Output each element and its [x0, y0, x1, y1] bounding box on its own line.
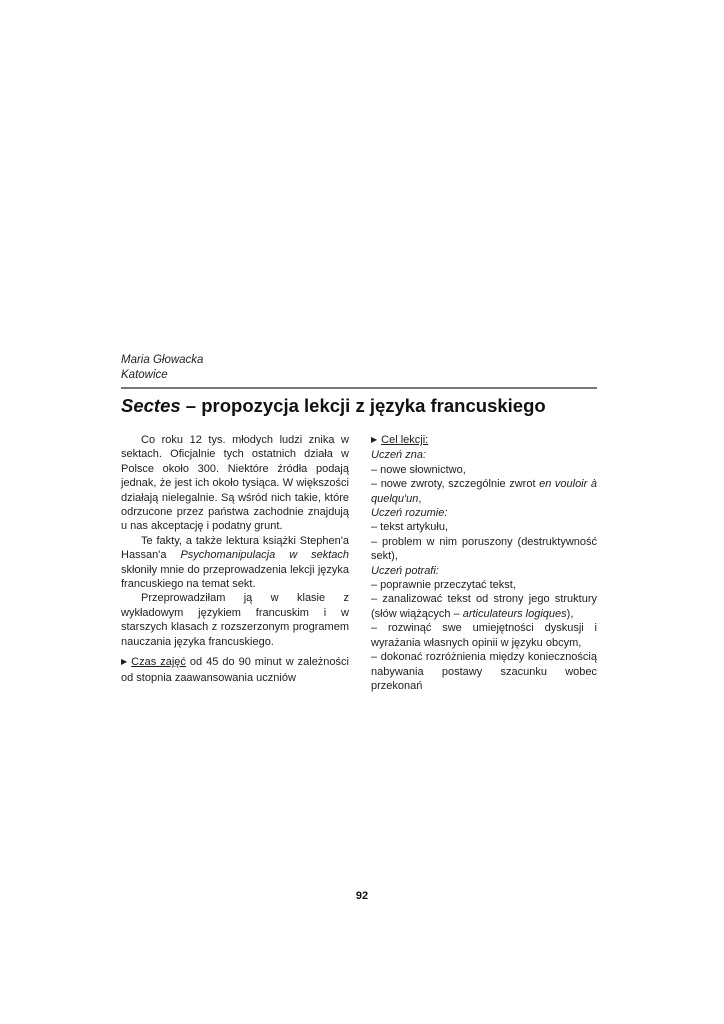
potrafi-2-after: ),	[566, 607, 574, 620]
triangle-bullet-icon: ▶	[371, 435, 378, 444]
cel-label: Cel lekcji:	[381, 434, 429, 446]
potrafi-item-4: – dokonać rozróżnienia między koniecznością nabywania postawy szacunku wobec przekonań	[371, 651, 597, 692]
author-name: Maria Głowacka	[121, 354, 204, 366]
czas-text: od 45 do 90 minut w zależności od stopnia zaawansowania uczniów	[121, 656, 349, 684]
header-rule	[121, 387, 597, 389]
cel-lekcji	[371, 433, 597, 448]
right-column	[371, 433, 597, 693]
zna-2-after: ,	[418, 492, 422, 505]
article-title	[121, 395, 546, 417]
author-city: Katowice	[121, 369, 168, 381]
title-italic: Sectes	[121, 395, 181, 416]
potrafi-item-3: – rozwinąć swe umiejętności dyskusji i wyrażania własnych opinii w języku obcym,	[371, 622, 597, 649]
potrafi-heading: Uczeń potrafi:	[371, 564, 439, 577]
left-column	[121, 433, 349, 685]
rozumie-item-1: – tekst artykułu,	[371, 521, 449, 534]
paragraph-2	[121, 534, 349, 592]
paragraph-3: Przeprowadziłam ją w klasie z wykładowym językiem francuskim i w starszych klasach z rozszerzonym programem nauczania języka francuskiego.	[121, 592, 349, 648]
potrafi-2-term: articulateurs logiques	[462, 607, 567, 620]
p2-book-title: Psychomanipulacja w sektach	[180, 549, 349, 562]
p2-before: Te fakty, a także lektura książki Stephen'a Hassan'a	[121, 534, 349, 562]
rozumie-heading: Uczeń rozumie:	[371, 507, 448, 520]
czas-zajec	[121, 655, 349, 685]
author-block	[121, 353, 203, 383]
paragraph-1: Co roku 12 tys. młodych ludzi znika w sektach. Oficjalnie tych ostatnich działa w Polsce około 300. Niektóre źródła podają jednak, że jest ich około tysiąca. W większości działają nielegalnie. Są wśród nich takie, które odrzucone przez państwa zachodnie znajdują u nas akceptację i podatny grunt.	[121, 434, 349, 533]
potrafi-2-before: – zanalizować tekst od strony jego struktury (słów wiążących –	[371, 593, 597, 620]
zna-2-before: – nowe zwroty, szczególnie zwrot	[371, 478, 540, 491]
potrafi-item-2	[371, 592, 597, 621]
czas-label: Czas zajęć	[131, 656, 186, 669]
rozumie-item-2: – problem w nim poruszony (destruktywność sekt),	[371, 535, 597, 563]
title-rest: – propozycja lekcji z języka francuskiego	[180, 395, 546, 416]
zna-item-1: – nowe słownictwo,	[371, 463, 466, 476]
zna-2-phrase: en vouloir à quelqu'un	[371, 478, 597, 505]
p2-after: skłoniły mnie do przeprowadzenia lekcji języka francuskiego na temat sekt.	[121, 563, 349, 591]
zna-item-2	[371, 477, 597, 506]
triangle-bullet-icon: ▶	[121, 657, 128, 667]
zna-heading: Uczeń zna:	[371, 449, 427, 462]
potrafi-item-1: – poprawnie przeczytać tekst,	[371, 579, 516, 592]
page-number: 92	[355, 890, 369, 902]
